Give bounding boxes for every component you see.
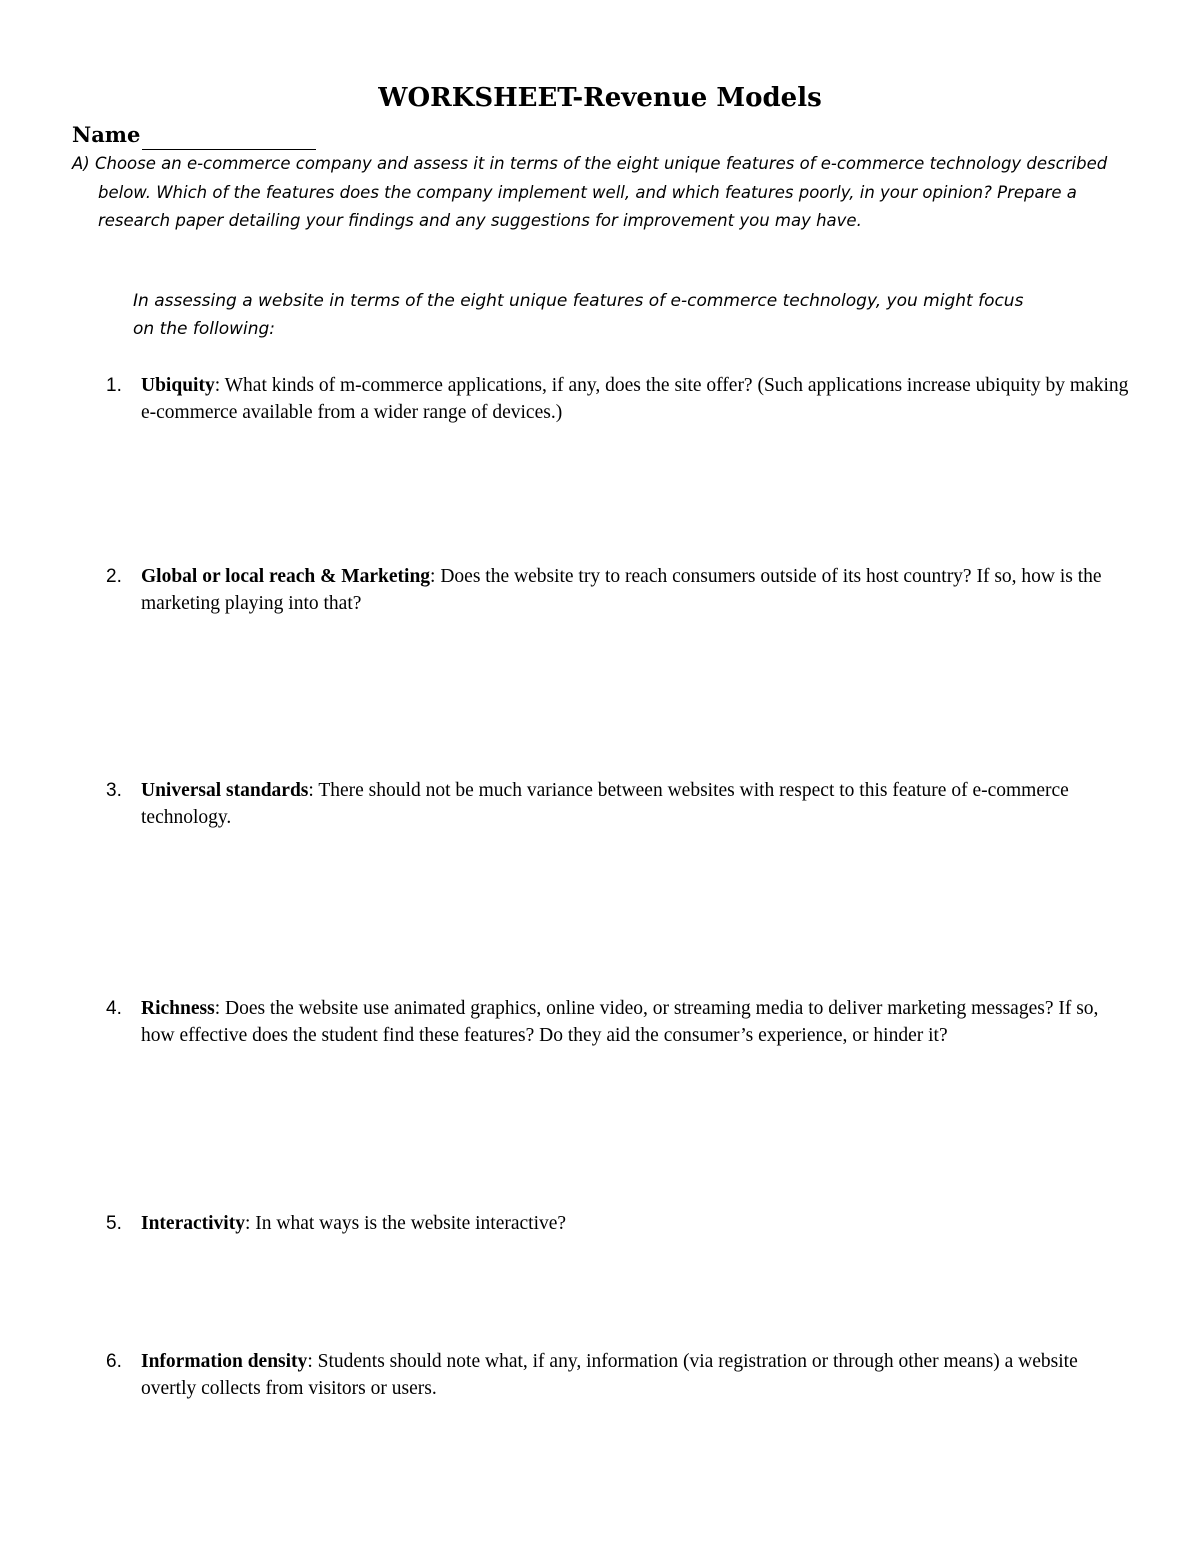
list-item-term: Global or local reach & Marketing xyxy=(141,566,431,587)
list-item-number: 2. xyxy=(106,566,122,587)
list-item-description: : Does the website use animated graphics, online video, or streaming media to deliver marketing messages? If so, how effective does the student find these features? Do they aid the consumer’s experience, or hinder it? xyxy=(141,998,1099,1046)
list-item-number: 6. xyxy=(106,1351,122,1372)
list-item-term: Universal standards xyxy=(141,780,309,801)
list-item-number: 3. xyxy=(106,780,122,801)
name-field-row xyxy=(72,120,316,150)
list-item-number: 5. xyxy=(106,1213,122,1234)
list-item-term: Richness xyxy=(141,998,215,1019)
name-blank-line xyxy=(142,127,316,150)
list-item-number: 4. xyxy=(106,998,122,1019)
assignment-instruction: A) Choose an e-commerce company and assess it in terms of the eight unique features of e-commerce technology described below. Which of the features does the company implement well, and which features poorly, in your opinion? Prepare a research paper detailing your findings and any suggestions for improvement you may have. xyxy=(72,154,1108,230)
list-item-text xyxy=(141,1210,1130,1237)
list-item-text xyxy=(141,777,1130,831)
list-item-term: Interactivity xyxy=(141,1213,245,1234)
intro-paragraph: In assessing a website in terms of the eight unique features of e-commerce technology, you might focus on the following: xyxy=(133,291,1024,339)
list-item-description: : Students should note what, if any, information (via registration or through other means) a website overtly collects from visitors or users. xyxy=(141,1351,1078,1399)
list-item-description: : There should not be much variance between websites with respect to this feature of e-commerce technology. xyxy=(141,780,1069,828)
list-item-text xyxy=(141,1348,1130,1402)
list-item-description: : Does the website try to reach consumers outside of its host country? If so, how is the marketing playing into that? xyxy=(141,566,1102,614)
list-item-text xyxy=(141,995,1130,1049)
list-item-term: Information density xyxy=(141,1351,308,1372)
list-item-description: : What kinds of m-commerce applications, if any, does the site offer? (Such applications increase ubiquity by making e-commerce available from a wider range of devices.) xyxy=(141,375,1129,423)
list-item xyxy=(100,372,1130,426)
list-item xyxy=(100,995,1130,1049)
list-item-text xyxy=(141,563,1130,617)
list-item xyxy=(100,777,1130,831)
name-label: Name xyxy=(72,122,141,147)
page-title: WORKSHEET-Revenue Models xyxy=(378,83,822,113)
list-item xyxy=(100,563,1130,617)
list-item xyxy=(100,1210,1130,1237)
list-item-number: 1. xyxy=(106,375,122,396)
list-item-term: Ubiquity xyxy=(141,375,215,396)
list-item-description: : In what ways is the website interactive? xyxy=(244,1213,567,1234)
list-item-text xyxy=(141,372,1130,426)
list-item xyxy=(100,1348,1130,1402)
